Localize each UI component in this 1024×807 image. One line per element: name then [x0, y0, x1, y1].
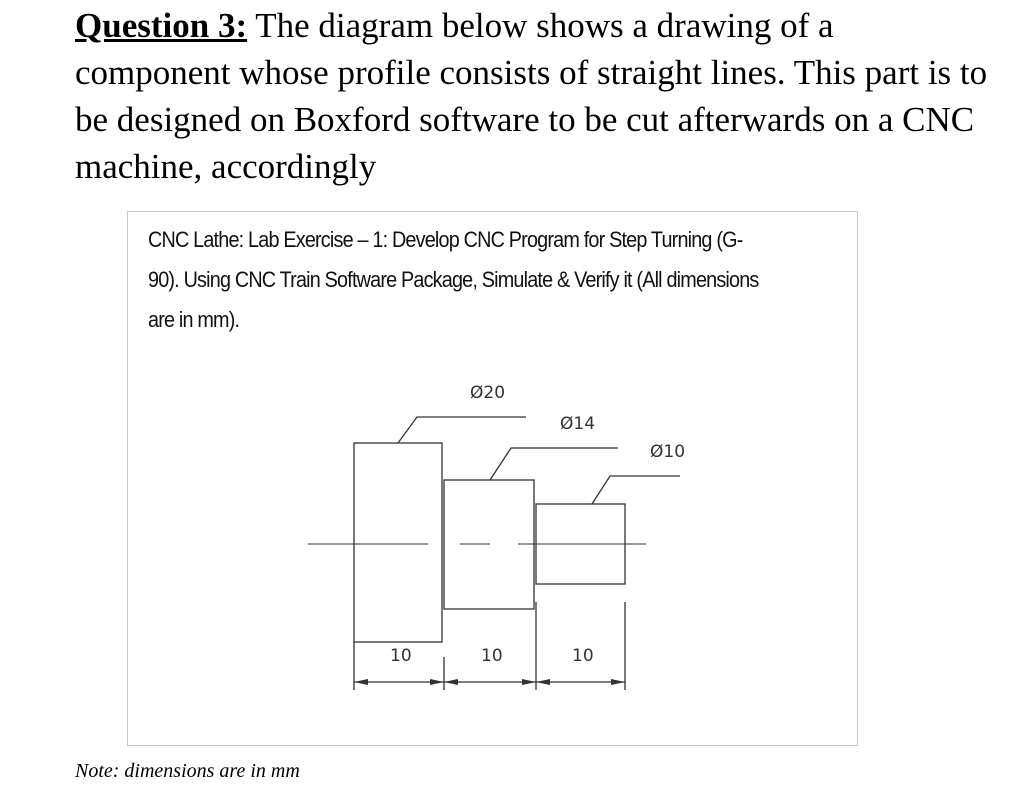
- question-label: Question 3:: [75, 6, 248, 45]
- leader-d1: [398, 417, 526, 443]
- arrowhead: [536, 679, 550, 685]
- length-label-3: 10: [572, 646, 594, 666]
- figure-caption: CNC Lathe: Lab Exercise – 1: Develop CNC Program for Step Turning (G-90). Using CNC Train Software Package, Simulate & Verify it (All dimensions are in mm).: [148, 227, 759, 332]
- arrowhead: [522, 679, 536, 685]
- leader-d2: [490, 448, 618, 480]
- question-text: [75, 2, 995, 190]
- diameter-label-10: Ø10: [650, 442, 686, 462]
- arrowhead: [430, 679, 444, 685]
- arrowhead: [444, 679, 458, 685]
- arrowhead: [354, 679, 368, 685]
- note-text: Note: dimensions are in mm: [75, 760, 300, 782]
- step-section-1: [354, 443, 442, 642]
- arrowhead: [611, 679, 625, 685]
- length-label-1: 10: [390, 646, 412, 666]
- leader-d3: [592, 476, 680, 504]
- length-label-2: 10: [481, 646, 503, 666]
- technical-drawing: [128, 212, 859, 747]
- diameter-label-14: Ø14: [560, 414, 596, 434]
- question-body: The diagram below shows a drawing of a component whose profile consists of straight lines. This part is to be designed on Boxford software to be cut afterwards on a CNC machine, accordingly: [75, 6, 988, 186]
- drawing-figure: [127, 211, 858, 746]
- diameter-label-20: Ø20: [470, 383, 506, 403]
